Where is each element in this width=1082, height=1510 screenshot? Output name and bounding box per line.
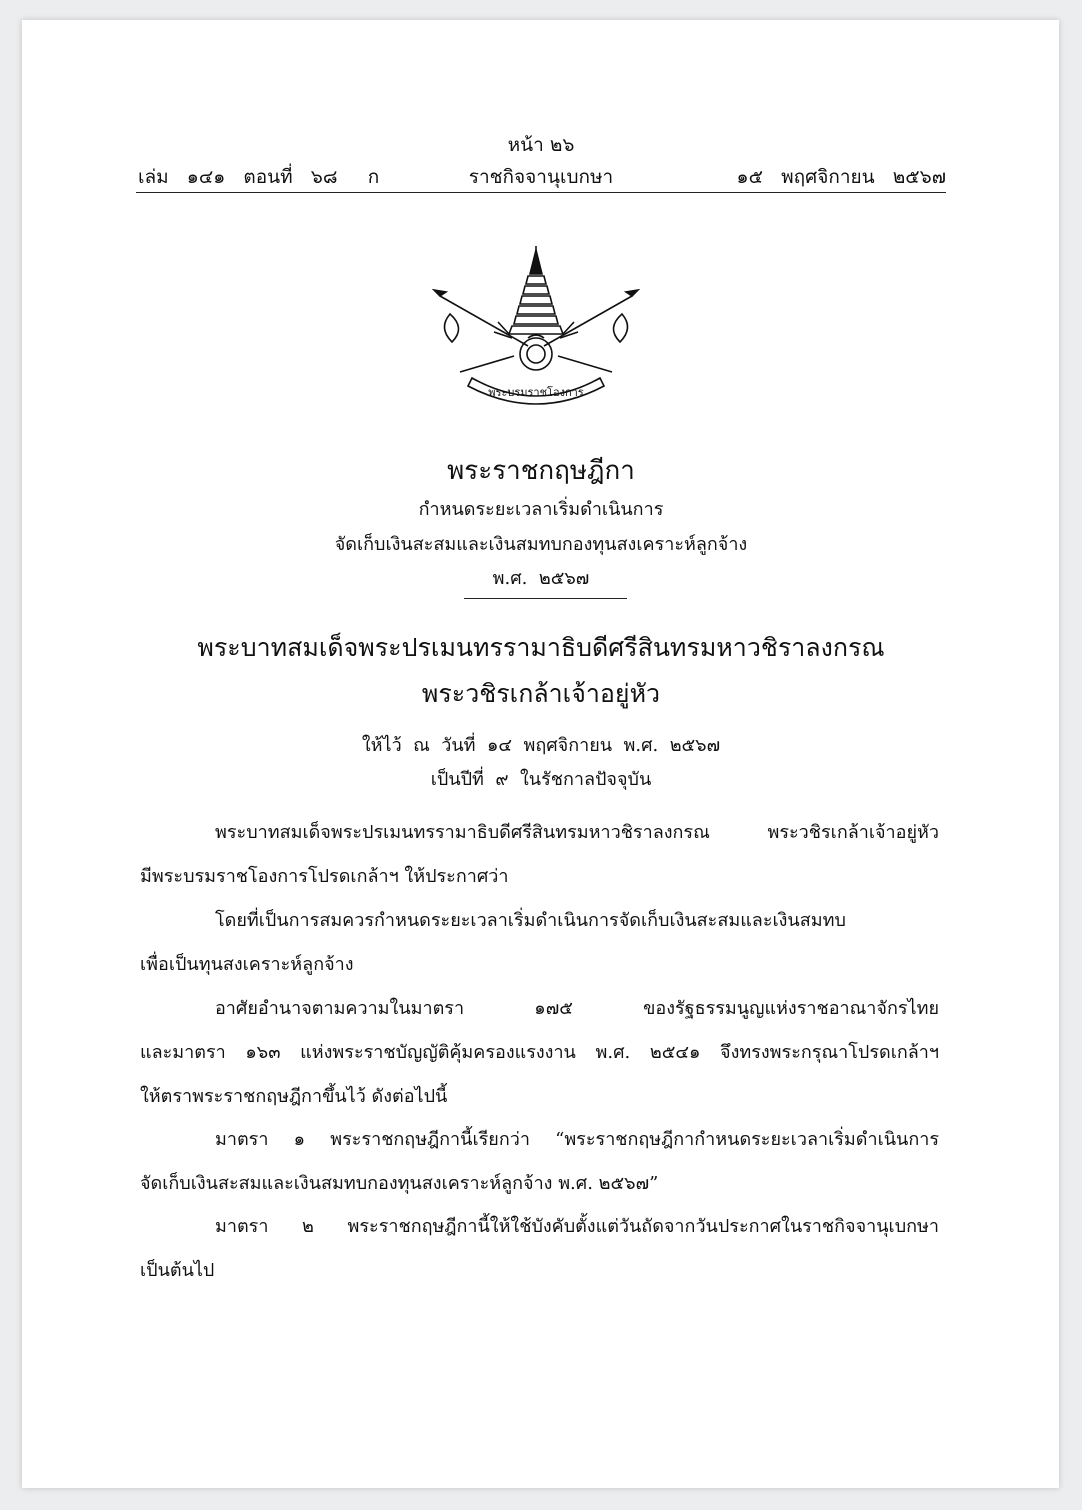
title-subtitle-line-2: จัดเก็บเงินสะสมและเงินสมทบกองทุนสงเคราะห์ลูกจ้าง [334,534,748,555]
title-subtitle-line-1: กำหนดระยะเวลาเริ่มดำเนินการ [418,499,664,520]
publication-date: ๑๕ พฤศจิกายน ๒๕๖๗ [736,166,946,188]
page-number: หน้า ๒๖ [507,134,575,156]
king-name-line-1: พระบาทสมเด็จพระปรเมนทรรามาธิบดีศรีสินทรมหาวชิราลงกรณ [197,633,885,662]
rationale-line-1: โดยที่เป็นการสมควรกำหนดระยะเวลาเริ่มดำเนินการจัดเก็บเงินสะสมและเงินสมทบ [215,910,846,931]
authority-line-1: อาศัยอำนาจตามความในมาตรา ๑๗๕ ของรัฐธรรมนูญแห่งราชอาณาจักรไทย [215,998,939,1019]
preamble-line-1: พระบาทสมเด็จพระปรเมนทรรามาธิบดีศรีสินทรมหาวชิราลงกรณ พระวชิรเกล้าเจ้าอยู่หัว [215,822,939,843]
preamble-line-2: มีพระบรมราชโองการโปรดเกล้าฯ ให้ประกาศว่า [140,866,509,887]
section-2-line-2: เป็นต้นไป [140,1260,215,1281]
header-divider [136,192,946,193]
volume-issue: เล่ม ๑๔๑ ตอนที่ ๖๘ ก [138,166,380,188]
king-name-line-2: พระวชิรเกล้าเจ้าอยู่หัว [421,679,661,708]
emblem-seal-text: พระบรมราชโองการ [488,386,584,399]
section-1-line-1: มาตรา ๑ พระราชกฤษฎีกานี้เรียกว่า “พระราชกฤษฎีกากำหนดระยะเวลาเริ่มดำเนินการ [215,1129,939,1150]
rationale-line-2: เพื่อเป็นทุนสงเคราะห์ลูกจ้าง [140,954,354,975]
document-title: พระราชกฤษฎีกา [447,456,635,486]
reign-year: เป็นปีที่ ๙ ในรัชกาลปัจจุบัน [430,769,652,790]
gazette-name: ราชกิจจานุเบกษา [468,166,614,188]
authority-line-2: และมาตรา ๑๖๓ แห่งพระราชบัญญัติคุ้มครองแรงงาน พ.ศ. ๒๕๔๑ จึงทรงพระกรุณาโปรดเกล้าฯ [140,1042,939,1063]
given-date: ให้ไว้ ณ วันที่ ๑๔ พฤศจิกายน พ.ศ. ๒๕๖๗ [361,735,721,756]
section-2-line-1: มาตรา ๒ พระราชกฤษฎีกานี้ให้ใช้บังคับตั้งแต่วันถัดจากวันประกาศในราชกิจจานุเบกษา [215,1216,939,1237]
title-divider [464,598,627,599]
royal-emblem-icon [432,246,640,414]
title-year: พ.ศ. ๒๕๖๗ [492,568,590,589]
section-1-line-2: จัดเก็บเงินสะสมและเงินสมทบกองทุนสงเคราะห์ลูกจ้าง พ.ศ. ๒๕๖๗” [140,1173,659,1194]
authority-line-3: ให้ตราพระราชกฤษฎีกาขึ้นไว้ ดังต่อไปนี้ [140,1086,448,1107]
